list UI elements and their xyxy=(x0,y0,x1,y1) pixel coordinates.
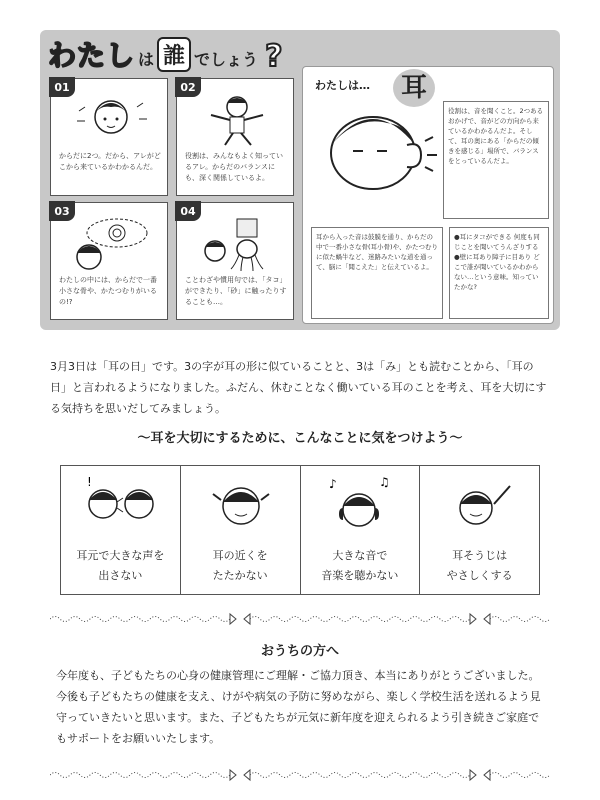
tip-caption xyxy=(61,546,180,586)
tip-caption xyxy=(181,546,300,586)
ribbon-divider xyxy=(50,612,550,626)
svg-text:!: ! xyxy=(87,475,92,489)
card-number: 03 xyxy=(49,201,75,221)
tip-line2: 音楽を聴かない xyxy=(321,569,399,582)
card-text: からだに2つ。だから、アレがどこから来ているかわかるんだ。 xyxy=(59,152,161,171)
intro-paragraph: 3月3日は「耳の日」です。3の字が耳の形に似ていることと、3は「み」とも読むことから、「耳の日」と言われるようになりました。ふだん、休むことなく働いている耳のことを考え、耳を大切にする気持ちを思いだしてみましょう。 xyxy=(50,360,547,415)
tip-caption xyxy=(301,546,420,586)
home-body: 今年度も、子どもたちの心身の健康管理にご理解・ご協力頂き、本当にありがとうございました。今後も子どもたちの健康を支え、けがや病気の予防に努めながら、楽しく学校生活を送れるよう見守っていきたいと思います。また、子どもたちが元気に新年度を迎えられるよう引き続きご家庭でもサポートをお願いいたします。 xyxy=(56,669,541,745)
card-text: 役割は、みんなもよく知っているアレ。からだのバランスにも、深く関係しているよ。 xyxy=(185,152,283,182)
tips-table xyxy=(60,465,540,595)
quiz-panel xyxy=(40,30,560,330)
answer-panel xyxy=(302,66,554,324)
quiz-title xyxy=(48,34,282,74)
ear-cleaning-icon xyxy=(440,474,520,536)
tip-line1: 耳の近くを xyxy=(212,549,268,562)
loud-music-icon xyxy=(321,474,401,536)
card-text: ことわざや慣用句では、「タコ」ができたり、「砂」に触ったりすることも…。 xyxy=(185,276,287,306)
tip-cell xyxy=(301,466,421,594)
home-title: おうちの方へ xyxy=(260,644,339,659)
svg-text:♪: ♪ xyxy=(328,477,337,491)
tips-heading: ～耳を大切にするために、こんなことに気をつけよう～ xyxy=(137,431,463,446)
title-mark: ? xyxy=(265,39,283,74)
svg-text:♫: ♫ xyxy=(378,475,390,489)
ribbon-divider xyxy=(50,768,550,782)
octopus-icon xyxy=(197,217,277,272)
tip-line1: 耳元で大きな声を xyxy=(76,549,165,562)
hint-card-02 xyxy=(176,78,294,196)
tip-cell xyxy=(61,466,181,594)
answer-text-1: 役割は、音を聞くこと。2つあるおかげで、音がどの方向から来ているかわかるんだよ。そして、耳の奥にある「からだの傾きを感じる」場所で、バランスをとっているんだよ。 xyxy=(443,101,549,219)
hint-card-01 xyxy=(50,78,168,196)
tip-line1: 大きな音で xyxy=(332,549,388,562)
title-part2: は xyxy=(138,50,155,69)
answer-text-2: 耳から入った音は鼓膜を通り、からだの中で一番小さな骨(耳小骨)や、かたつむりに似た蝸牛など、迷路みたいな道を通って、脳に「聞こえた」と伝えているよ。 xyxy=(311,227,443,319)
answer-lead: わたしは… xyxy=(315,79,370,92)
tip-line1: 耳そうじは xyxy=(452,549,508,562)
tip-cell xyxy=(420,466,539,594)
girl-listening-icon xyxy=(71,93,151,148)
hint-card-04 xyxy=(176,202,294,320)
title-kanji: 誰 xyxy=(157,37,191,72)
card-number: 04 xyxy=(175,201,201,221)
hint-card-03 xyxy=(50,202,168,320)
tip-line2: やさしくする xyxy=(446,569,513,582)
shouting-icon xyxy=(81,474,161,536)
snail-thought-icon xyxy=(71,217,151,272)
tip-caption xyxy=(420,546,539,586)
title-part3: でしょう xyxy=(194,50,259,69)
answer-text-3: ●耳にタコができる 何度も同じことを聞いてうんざりする ●壁に耳あり障子に目あり どこで誰が聞いているかわからない…という意味。知っていたかな? xyxy=(449,227,549,319)
answer-word: 耳 xyxy=(393,69,435,107)
tip-line2: 出さない xyxy=(98,569,143,582)
card-text: わたしの中には、からだで一番小さな骨や、かたつむりがいるの!? xyxy=(59,276,157,306)
card-number: 01 xyxy=(49,77,75,97)
card-number: 02 xyxy=(175,77,201,97)
hitting-ear-icon xyxy=(201,474,281,536)
tip-cell xyxy=(181,466,301,594)
title-part1: わたし xyxy=(48,39,136,72)
tip-line2: たたかない xyxy=(212,569,268,582)
ear-face-icon xyxy=(317,101,437,191)
boy-balancing-icon xyxy=(197,93,277,148)
